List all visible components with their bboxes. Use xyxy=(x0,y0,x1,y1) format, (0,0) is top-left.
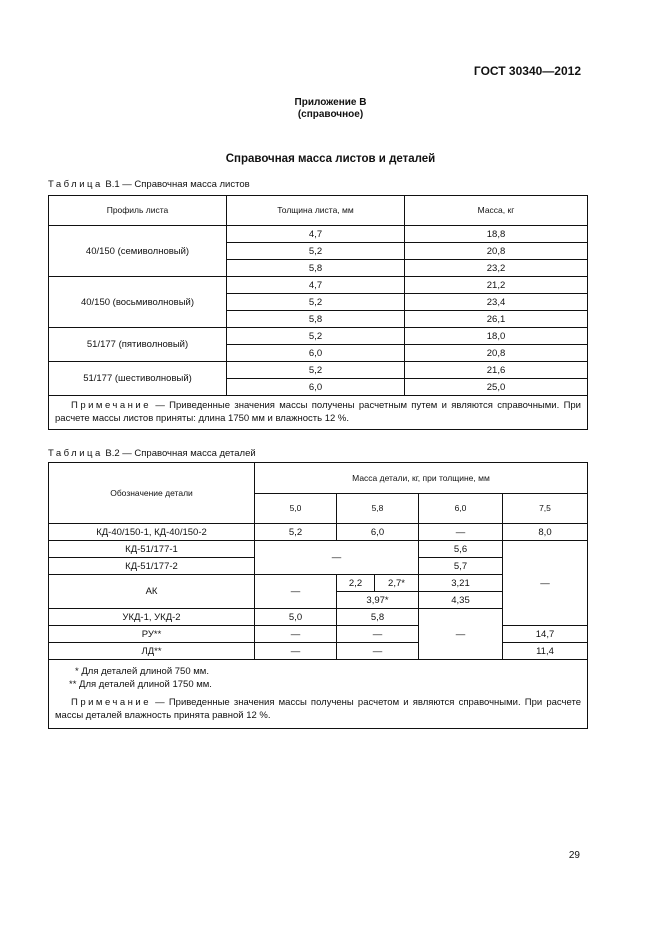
table2-cell: 5,6 xyxy=(419,541,503,558)
table2-cell: 6,0 xyxy=(337,524,419,541)
table1-note-text: — Приведенные значения массы получены расчетным путем и являются справочными. При расчете массы листов приняты: длина 1750 мм и влажность 12 %. xyxy=(55,400,581,424)
table1-cell: 6,0 xyxy=(227,345,405,362)
table2-header-thickness: 6,0 xyxy=(419,494,503,524)
table1-cell: 25,0 xyxy=(405,379,588,396)
table2-cell: — xyxy=(337,626,419,643)
table1-cell: 26,1 xyxy=(405,311,588,328)
table2-cell: 8,0 xyxy=(503,524,588,541)
table2-cell: — xyxy=(255,575,337,609)
annex-title: Приложение В xyxy=(294,97,367,108)
table2-detail-name: КД-51/177-2 xyxy=(49,558,255,575)
table2-header-thickness: 5,0 xyxy=(255,494,337,524)
table2-detail-name: УКД-1, УКД-2 xyxy=(49,609,255,626)
table1-profile: 40/150 (семиволновый) xyxy=(49,226,227,277)
table1-cell: 20,8 xyxy=(405,243,588,260)
table2-cell: — xyxy=(255,626,337,643)
table1-cell: 5,2 xyxy=(227,328,405,345)
table2-cell: — xyxy=(419,524,503,541)
table2-cell: — xyxy=(255,643,337,660)
table1-cell: 6,0 xyxy=(227,379,405,396)
table1-cell: 18,0 xyxy=(405,328,588,345)
table1-cell: 5,2 xyxy=(227,243,405,260)
table1-cell: 4,7 xyxy=(227,226,405,243)
table2-cell: 3,21 xyxy=(419,575,503,592)
table2-cell: 5,7 xyxy=(419,558,503,575)
table1-cell: 18,8 xyxy=(405,226,588,243)
standard-number: ГОСТ 30340—2012 xyxy=(473,64,581,78)
table2-header-mass: Масса детали, кг, при толщине, мм xyxy=(255,463,588,494)
table2-cell: 5,2 xyxy=(255,524,337,541)
table2-cell: 14,7 xyxy=(503,626,588,643)
table1-caption-rest: В.1 — Справочная масса листов xyxy=(102,179,250,190)
table1-cell: 4,7 xyxy=(227,277,405,294)
table2-header-thickness: 5,8 xyxy=(337,494,419,524)
table1-cell: 23,2 xyxy=(405,260,588,277)
table1-cell: 21,6 xyxy=(405,362,588,379)
annex-subtitle: (справочное) xyxy=(297,109,364,120)
table2-caption-rest: В.2 — Справочная масса деталей xyxy=(102,448,256,459)
table2-cell: — xyxy=(503,541,588,626)
table2-header-detail: Обозначение детали xyxy=(49,463,255,524)
table1-profile: 40/150 (восьмиволновый) xyxy=(49,277,227,328)
table1-header-thickness: Толщина листа, мм xyxy=(227,196,405,226)
table1-note-label: Примечание xyxy=(71,400,151,411)
section-title: Справочная масса листов и деталей xyxy=(225,153,436,165)
table2-footnote-1: * Для деталей длиной 750 мм. xyxy=(75,666,209,677)
table2-cell: 4,35 xyxy=(419,592,503,609)
annex-heading xyxy=(0,97,661,121)
table2-note-label: Примечание xyxy=(71,697,151,708)
table1 xyxy=(48,195,588,430)
table1-cell: 5,2 xyxy=(227,362,405,379)
table2-detail-name: КД-40/150-1, КД-40/150-2 xyxy=(49,524,255,541)
table1-cell: 5,2 xyxy=(227,294,405,311)
table1-cell: 23,4 xyxy=(405,294,588,311)
table1-cell: 5,8 xyxy=(227,311,405,328)
page-number: 29 xyxy=(568,850,580,861)
table2-detail-name: КД-51/177-1 xyxy=(49,541,255,558)
table2-footnote-2: ** Для деталей длиной 1750 мм. xyxy=(69,679,212,690)
table2-detail-name: РУ** xyxy=(49,626,255,643)
table2-detail-name: АК xyxy=(49,575,255,609)
table2-cell: — xyxy=(419,609,503,660)
table1-caption xyxy=(48,179,250,190)
table2-cell: — xyxy=(255,541,419,575)
table1-header-mass: Масса, кг xyxy=(405,196,588,226)
table1-cell: 20,8 xyxy=(405,345,588,362)
table2-note-text: — Приведенные значения массы получены расчетом и являются справочными. При расчете массы деталей влажность принята равной 12 %. xyxy=(55,697,581,721)
table1-cell: 5,8 xyxy=(227,260,405,277)
table2-notes xyxy=(49,660,588,729)
table1-cell: 21,2 xyxy=(405,277,588,294)
table1-header-profile: Профиль листа xyxy=(49,196,227,226)
table2-cell: 11,4 xyxy=(503,643,588,660)
table1-note xyxy=(49,396,588,430)
table2-cell: 5,0 xyxy=(255,609,337,626)
table2-caption xyxy=(48,448,256,459)
table2-header-thickness: 7,5 xyxy=(503,494,588,524)
table2-cell: 2,7* xyxy=(375,575,419,592)
table2-cell: 2,2 xyxy=(337,575,375,592)
table2 xyxy=(48,462,588,729)
table2-cell: 5,8 xyxy=(337,609,419,626)
table2-detail-name: ЛД** xyxy=(49,643,255,660)
table1-caption-prefix: Таблица xyxy=(48,179,103,190)
table1-profile: 51/177 (шестиволновый) xyxy=(49,362,227,396)
table1-profile: 51/177 (пятиволновый) xyxy=(49,328,227,362)
table2-caption-prefix: Таблица xyxy=(48,448,103,459)
table2-cell: — xyxy=(337,643,419,660)
table2-cell: 3,97* xyxy=(337,592,419,609)
